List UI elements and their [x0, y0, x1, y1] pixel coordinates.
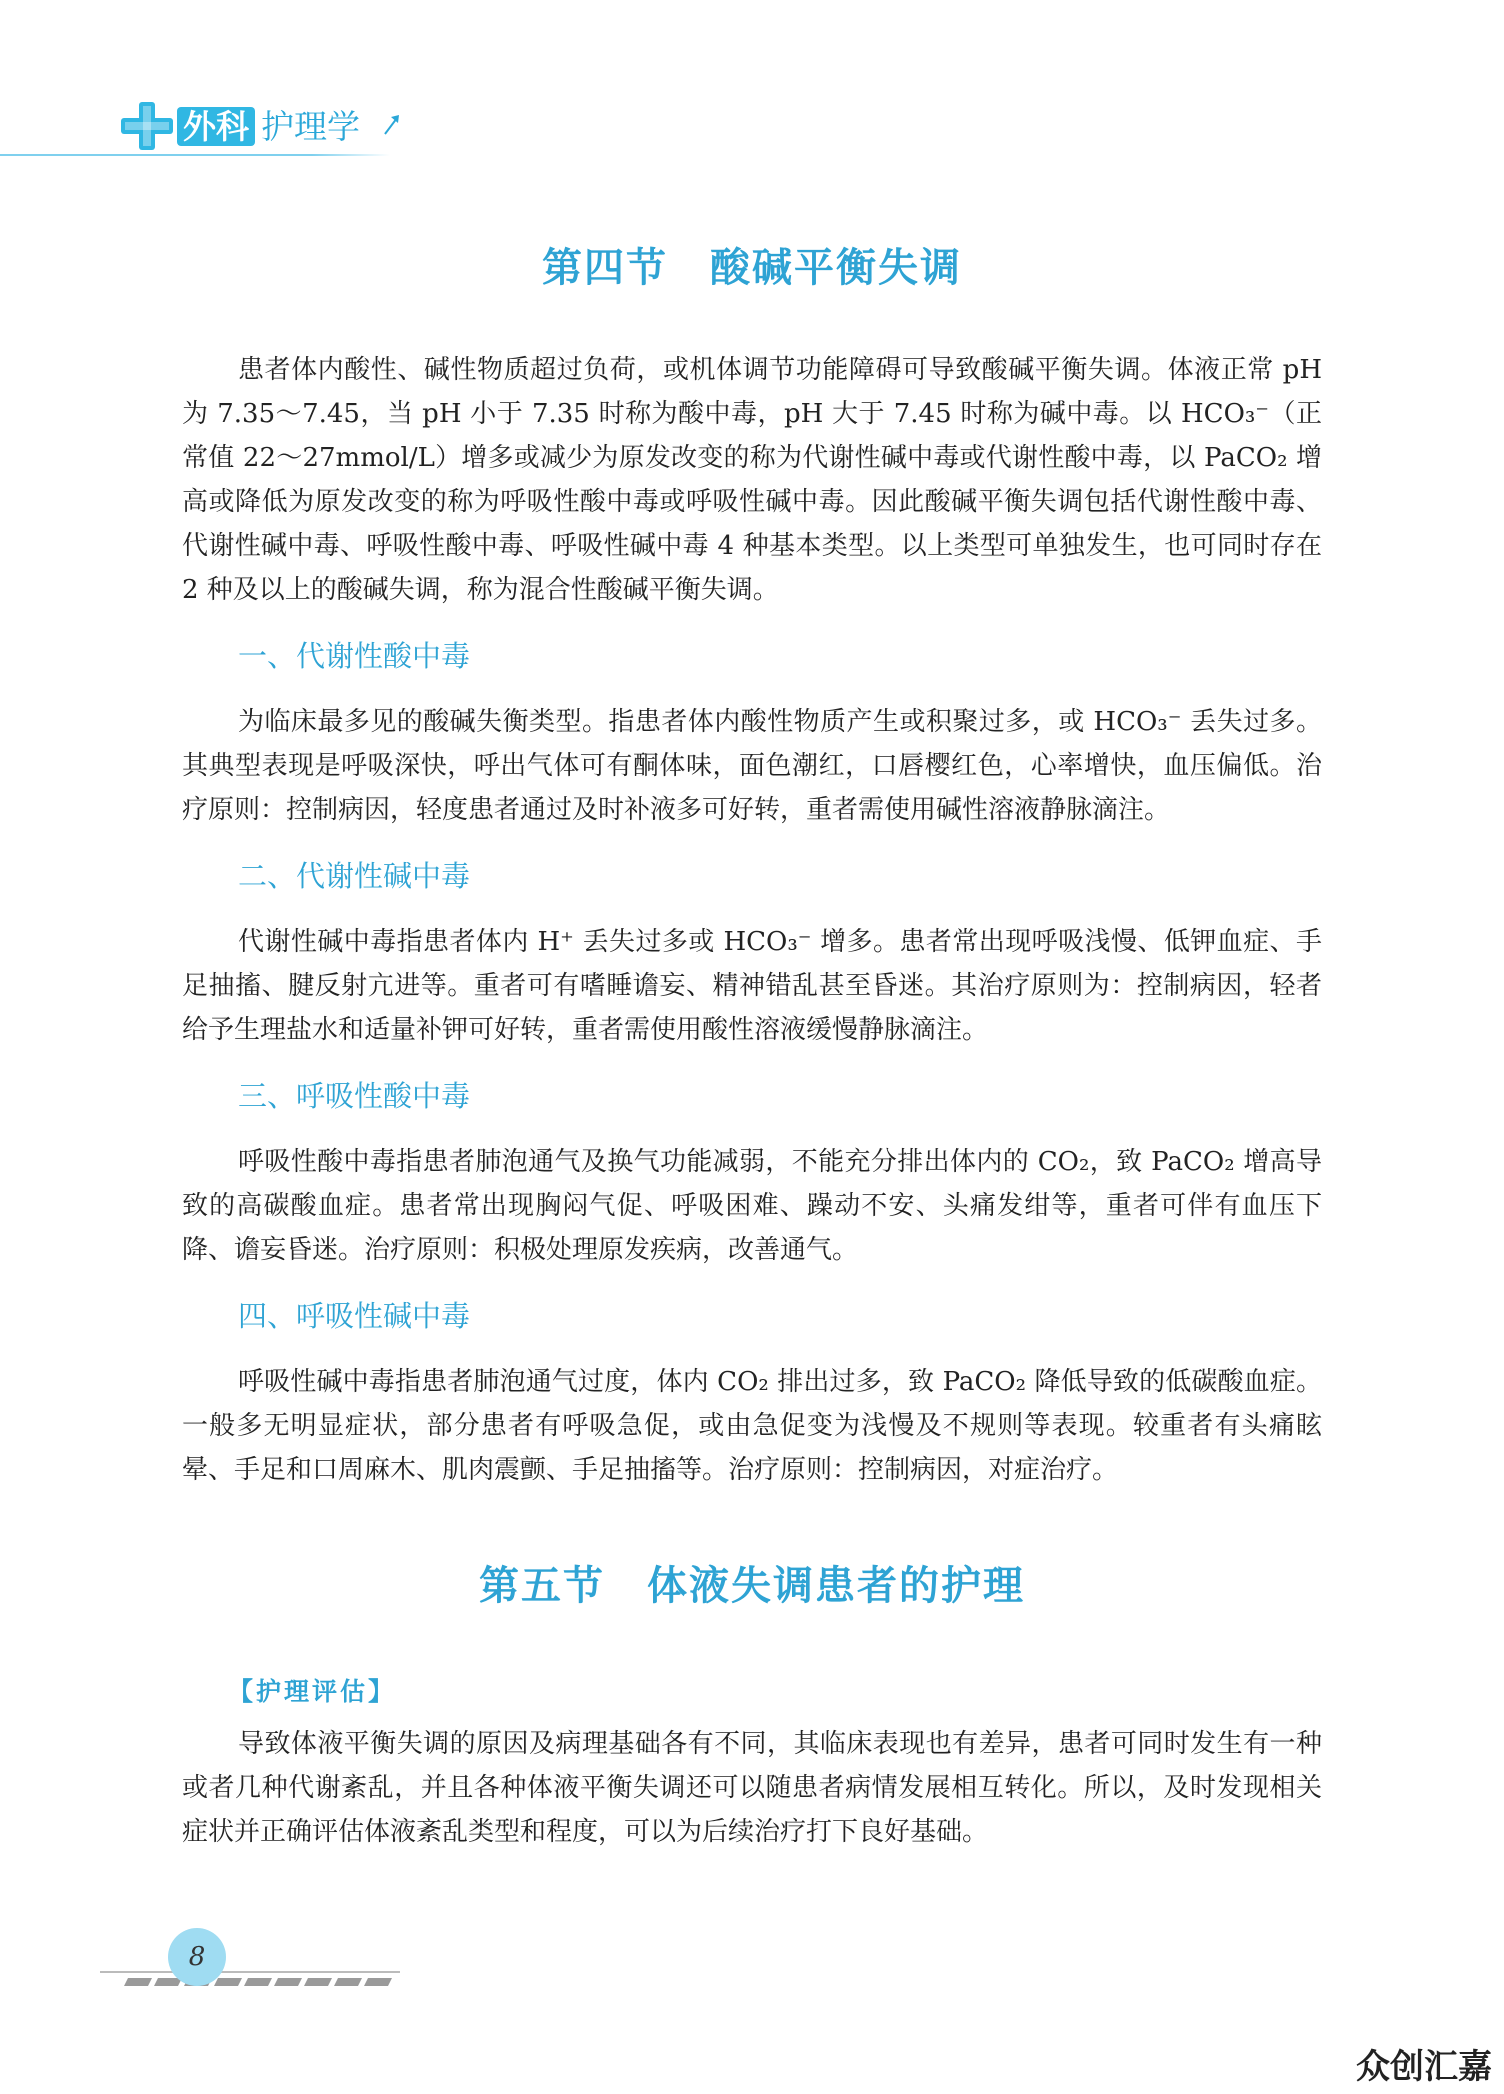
watermark: 众创汇嘉 [1356, 2047, 1492, 2087]
page-footer [0, 1920, 500, 2000]
nursing-assessment-text: 导致体液平衡失调的原因及病理基础各有不同，其临床表现也有差异，患者可同时发生有一种或者几种代谢紊乱，并且各种体液平衡失调还可以随患者病情发展相互转化。所以，及时发现相关症状并正确评估体液紊乱类型和程度，可以为后续治疗打下良好基础。 [182, 1729, 1322, 1847]
page-header [0, 0, 1504, 170]
header-divider [0, 154, 390, 156]
subsection-1-heading: 一、代谢性酸中毒 [238, 639, 471, 673]
section-5-title: 第五节 体液失调患者的护理 [479, 1563, 1025, 1609]
subsection-2-text: 代谢性碱中毒指患者体内 H⁺ 丢失过多或 HCO₃⁻ 增多。患者常出现呼吸浅慢、低钾血症、手足抽搐、腱反射亢进等。重者可有嗜睡谵妄、精神错乱甚至昏迷。其治疗原则为：控制病因，轻者给予生理盐水和适量补钾可好转，重者需使用酸性溶液缓慢静脉滴注。 [182, 927, 1322, 1045]
nursing-assessment-label: 【护理评估】 [228, 1677, 397, 1706]
book-title-part1: 外科 [177, 107, 255, 146]
page-number: 8 [188, 1942, 206, 1972]
arrow-up-right-icon [383, 112, 403, 136]
book-title-part2: 护理学 [261, 107, 360, 146]
medical-cross-icon [115, 98, 185, 158]
section-4-title: 第四节 酸碱平衡失调 [542, 245, 962, 291]
subsection-3-heading: 三、呼吸性酸中毒 [238, 1079, 471, 1113]
subsection-4-text: 呼吸性碱中毒指患者肺泡通气过度，体内 CO₂ 排出过多，致 PaCO₂ 降低导致的低碳酸血症。一般多无明显症状，部分患者有呼吸急促，或由急促变为浅慢及不规则等表现。较重者有头痛眩晕、手足和口周麻木、肌肉震颤、手足抽搐等。治疗原则：控制病因，对症治疗。 [182, 1367, 1322, 1485]
subsection-3-text: 呼吸性酸中毒指患者肺泡通气及换气功能减弱，不能充分排出体内的 CO₂，致 PaCO₂ 增高导致的高碳酸血症。患者常出现胸闷气促、呼吸困难、躁动不安、头痛发绀等，重者可伴有血压下降、谵妄昏迷。治疗原则：积极处理原发疾病，改善通气。 [182, 1147, 1322, 1265]
subsection-1-text: 为临床最多见的酸碱失衡类型。指患者体内酸性物质产生或积聚过多，或 HCO₃⁻ 丢失过多。其典型表现是呼吸深快，呼出气体可有酮体味，面色潮红，口唇樱红色，心率增快，血压偏低。治疗原则：控制病因，轻度患者通过及时补液多可好转，重者需使用碱性溶液静脉滴注。 [182, 707, 1322, 825]
footer-dashed-rule [0, 1920, 500, 2000]
section-4-intro: 患者体内酸性、碱性物质超过负荷，或机体调节功能障碍可导致酸碱平衡失调。体液正常 pH 为 7.35～7.45，当 pH 小于 7.35 时称为酸中毒，pH 大于 7.45 时称为碱中毒。以 HCO₃⁻（正常值 22～27mmol/L）增多或减少为原发改变的称为代谢性碱中毒或代谢性酸中毒，以 PaCO₂ 增高或降低为原发改变的称为呼吸性酸中毒或呼吸性碱中毒。因此酸碱平衡失调包括代谢性酸中毒、代谢性碱中毒、呼吸性酸中毒、呼吸性碱中毒 4 种基本类型。以上类型可单独发生，也可同时存在 2 种及以上的酸碱失调，称为混合性酸碱平衡失调。 [182, 355, 1322, 605]
book-logo [115, 98, 405, 158]
subsection-2-heading: 二、代谢性碱中毒 [238, 859, 471, 893]
subsection-4-heading: 四、呼吸性碱中毒 [238, 1299, 471, 1333]
book-title [177, 104, 360, 150]
